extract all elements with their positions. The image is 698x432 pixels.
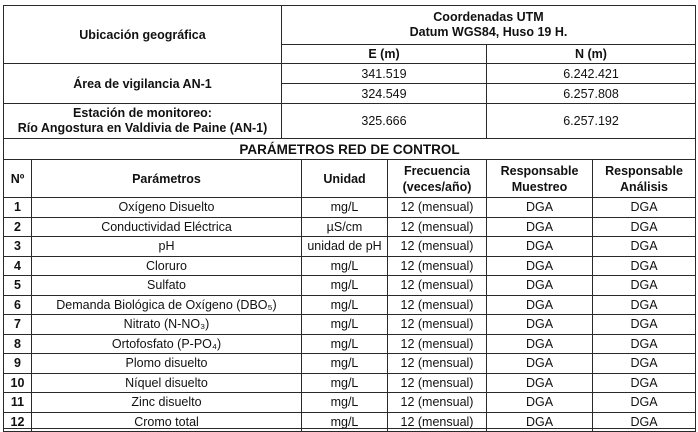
header-resp-m-line2: Muestreo <box>511 179 568 194</box>
header-freq-line2: (veces/año) <box>402 179 472 194</box>
row-resp-analysis: DGA <box>593 237 696 257</box>
header-param: Parámetros <box>32 160 302 198</box>
row-number: 6 <box>4 295 32 315</box>
parameters-table <box>3 138 696 432</box>
header-unit: Unidad <box>302 160 388 198</box>
param-rows <box>4 198 696 432</box>
row-resp-analysis: DGA <box>593 412 696 432</box>
table-row <box>4 295 696 315</box>
row-parameter: Conductividad Eléctrica <box>32 217 302 237</box>
row-resp-sampling: DGA <box>487 334 593 354</box>
header-frequency <box>388 160 487 198</box>
row-parameter: Cromo total <box>32 412 302 432</box>
row-number: 3 <box>4 237 32 257</box>
header-freq-line1: Frecuencia <box>403 163 470 178</box>
row-number: 4 <box>4 256 32 276</box>
header-num: Nº <box>4 160 32 198</box>
header-coordinates <box>282 6 696 45</box>
row-resp-sampling: DGA <box>487 354 593 374</box>
row-number: 8 <box>4 334 32 354</box>
table-row <box>4 256 696 276</box>
row-number: 10 <box>4 373 32 393</box>
row-unit: mg/L <box>302 393 388 413</box>
row-parameter: Níquel disuelto <box>32 373 302 393</box>
params-title: PARÁMETROS RED DE CONTROL <box>4 139 696 160</box>
row-resp-analysis: DGA <box>593 295 696 315</box>
row-frequency: 12 (mensual) <box>388 237 487 257</box>
header-resp-analysis <box>593 160 696 198</box>
table-row <box>4 198 696 218</box>
row-unit: mg/L <box>302 295 388 315</box>
row-frequency: 12 (mensual) <box>388 393 487 413</box>
row-resp-sampling: DGA <box>487 276 593 296</box>
row-resp-analysis: DGA <box>593 393 696 413</box>
row-frequency: 12 (mensual) <box>388 276 487 296</box>
header-coord-line2: Datum WGS84, Huso 19 H. <box>409 25 568 39</box>
row-parameter: Oxígeno Disuelto <box>32 198 302 218</box>
area-label: Área de vigilancia AN-1 <box>4 64 282 104</box>
location-table <box>3 5 696 139</box>
bottom-edge <box>3 428 695 429</box>
header-coord-line1: Coordenadas UTM <box>433 10 544 24</box>
row-parameter: Ortofosfato (P-PO₄) <box>32 334 302 354</box>
row-number: 12 <box>4 412 32 432</box>
row-resp-sampling: DGA <box>487 295 593 315</box>
row-resp-analysis: DGA <box>593 217 696 237</box>
row-resp-analysis: DGA <box>593 373 696 393</box>
row-frequency: 12 (mensual) <box>388 198 487 218</box>
row-unit: mg/L <box>302 354 388 374</box>
row-resp-sampling: DGA <box>487 217 593 237</box>
row-parameter: pH <box>32 237 302 257</box>
area-n-2: 6.257.808 <box>487 84 696 104</box>
row-unit: unidad de pH <box>302 237 388 257</box>
area-e-2: 324.549 <box>282 84 487 104</box>
table-row <box>4 217 696 237</box>
row-frequency: 12 (mensual) <box>388 295 487 315</box>
row-parameter: Demanda Biológica de Oxígeno (DBO₅) <box>32 295 302 315</box>
station-label <box>4 104 282 139</box>
row-resp-analysis: DGA <box>593 334 696 354</box>
header-e: E (m) <box>282 45 487 64</box>
row-number: 5 <box>4 276 32 296</box>
station-line1: Estación de monitoreo: <box>73 106 212 120</box>
row-resp-analysis: DGA <box>593 276 696 296</box>
row-parameter: Plomo disuelto <box>32 354 302 374</box>
row-unit: mg/L <box>302 315 388 335</box>
row-number: 2 <box>4 217 32 237</box>
area-n-1: 6.242.421 <box>487 64 696 84</box>
row-resp-sampling: DGA <box>487 237 593 257</box>
row-frequency: 12 (mensual) <box>388 315 487 335</box>
table-row <box>4 393 696 413</box>
row-resp-sampling: DGA <box>487 315 593 335</box>
header-resp-a-line2: Análisis <box>620 179 668 194</box>
row-unit: mg/L <box>302 276 388 296</box>
row-parameter: Cloruro <box>32 256 302 276</box>
row-unit: mg/L <box>302 373 388 393</box>
row-resp-analysis: DGA <box>593 354 696 374</box>
header-n: N (m) <box>487 45 696 64</box>
row-resp-sampling: DGA <box>487 393 593 413</box>
row-number: 7 <box>4 315 32 335</box>
station-line2: Río Angostura en Valdivia de Paine (AN-1) <box>17 121 268 135</box>
row-number: 9 <box>4 354 32 374</box>
row-parameter: Sulfato <box>32 276 302 296</box>
table-row <box>4 276 696 296</box>
table-row <box>4 334 696 354</box>
row-resp-sampling: DGA <box>487 256 593 276</box>
row-frequency: 12 (mensual) <box>388 373 487 393</box>
header-geo: Ubicación geográfica <box>4 6 282 64</box>
row-resp-analysis: DGA <box>593 256 696 276</box>
row-unit: mg/L <box>302 198 388 218</box>
row-number: 1 <box>4 198 32 218</box>
row-frequency: 12 (mensual) <box>388 334 487 354</box>
row-unit: mg/L <box>302 412 388 432</box>
row-resp-analysis: DGA <box>593 198 696 218</box>
table-row <box>4 373 696 393</box>
row-resp-analysis: DGA <box>593 315 696 335</box>
table-row <box>4 354 696 374</box>
row-parameter: Zinc disuelto <box>32 393 302 413</box>
area-e-1: 341.519 <box>282 64 487 84</box>
row-resp-sampling: DGA <box>487 412 593 432</box>
row-frequency: 12 (mensual) <box>388 354 487 374</box>
row-parameter: Nitrato (N-NO₃) <box>32 315 302 335</box>
row-number: 11 <box>4 393 32 413</box>
row-frequency: 12 (mensual) <box>388 412 487 432</box>
header-resp-sampling <box>487 160 593 198</box>
row-frequency: 12 (mensual) <box>388 256 487 276</box>
station-e: 325.666 <box>282 104 487 139</box>
row-unit: µS/cm <box>302 217 388 237</box>
row-resp-sampling: DGA <box>487 198 593 218</box>
table-row <box>4 315 696 335</box>
row-resp-sampling: DGA <box>487 373 593 393</box>
header-resp-a-line1: Responsable <box>605 163 683 178</box>
row-unit: mg/L <box>302 334 388 354</box>
row-unit: mg/L <box>302 256 388 276</box>
row-frequency: 12 (mensual) <box>388 217 487 237</box>
table-row <box>4 237 696 257</box>
station-n: 6.257.192 <box>487 104 696 139</box>
header-resp-m-line1: Responsable <box>500 163 579 178</box>
